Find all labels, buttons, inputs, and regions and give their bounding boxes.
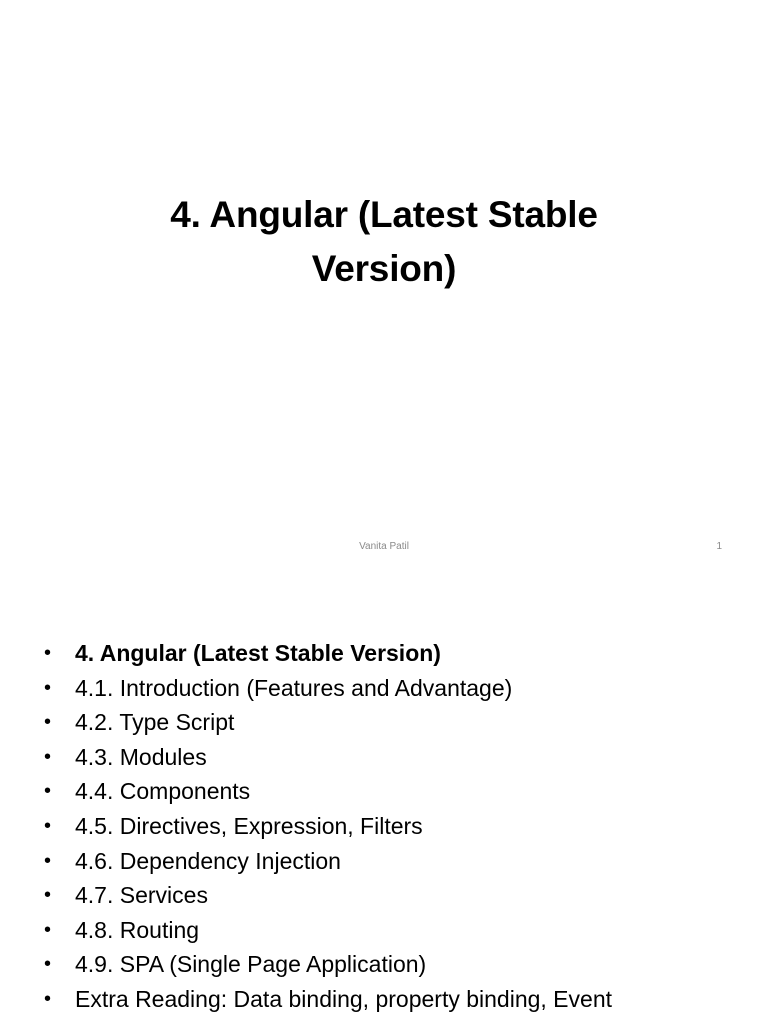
bullet-item xyxy=(0,844,768,879)
bullet-dot-icon: • xyxy=(44,814,52,837)
bullet-item xyxy=(0,878,768,913)
bullet-dot-icon: • xyxy=(44,676,52,699)
bullet-item xyxy=(0,809,768,844)
bullet-text: 4.9. SPA (Single Page Application) xyxy=(75,951,427,978)
bullet-text: Extra Reading: Data binding, property binding, Event xyxy=(75,985,612,1012)
slide-title-line-1: 4. Angular (Latest Stable xyxy=(170,194,598,235)
bullet-text: 4.3. Modules xyxy=(75,743,207,770)
page-number: 1 xyxy=(716,541,722,552)
bullet-text: 4.4. Components xyxy=(75,778,251,805)
bullet-dot-icon: • xyxy=(44,780,52,803)
bullet-list xyxy=(0,636,768,1017)
bullet-item xyxy=(0,671,768,706)
bullet-text: 4.6. Dependency Injection xyxy=(75,847,341,874)
bullet-text: 4.2. Type Script xyxy=(75,709,235,736)
bullet-text: 4.1. Introduction (Features and Advantage) xyxy=(75,674,513,701)
bullet-dot-icon: • xyxy=(44,918,52,941)
bullet-item xyxy=(0,913,768,948)
bullet-text: 4. Angular (Latest Stable Version) xyxy=(75,640,441,666)
bullet-dot-icon: • xyxy=(44,884,52,907)
bullet-text: 4.5. Directives, Expression, Filters xyxy=(75,812,423,839)
footer-author: Vanita Patil xyxy=(359,541,409,552)
bullet-item xyxy=(0,636,768,671)
bullet-item xyxy=(0,982,768,1017)
bullet-item xyxy=(0,705,768,740)
slide-title-line-2: Version) xyxy=(311,248,457,289)
slide-2 xyxy=(0,576,768,1024)
bullet-item xyxy=(0,947,768,982)
bullet-item xyxy=(0,740,768,775)
bullet-text: 4.8. Routing xyxy=(75,916,200,943)
bullet-dot-icon: • xyxy=(44,711,52,734)
bullet-dot-icon: • xyxy=(44,849,52,872)
bullet-dot-icon: • xyxy=(44,745,52,768)
slide-title xyxy=(84,188,684,296)
bullet-dot-icon: • xyxy=(44,953,52,976)
bullet-item xyxy=(0,774,768,809)
bullet-text: 4.7. Services xyxy=(75,882,208,909)
bullet-dot-icon: • xyxy=(44,987,52,1010)
bullet-dot-icon: • xyxy=(44,642,52,664)
